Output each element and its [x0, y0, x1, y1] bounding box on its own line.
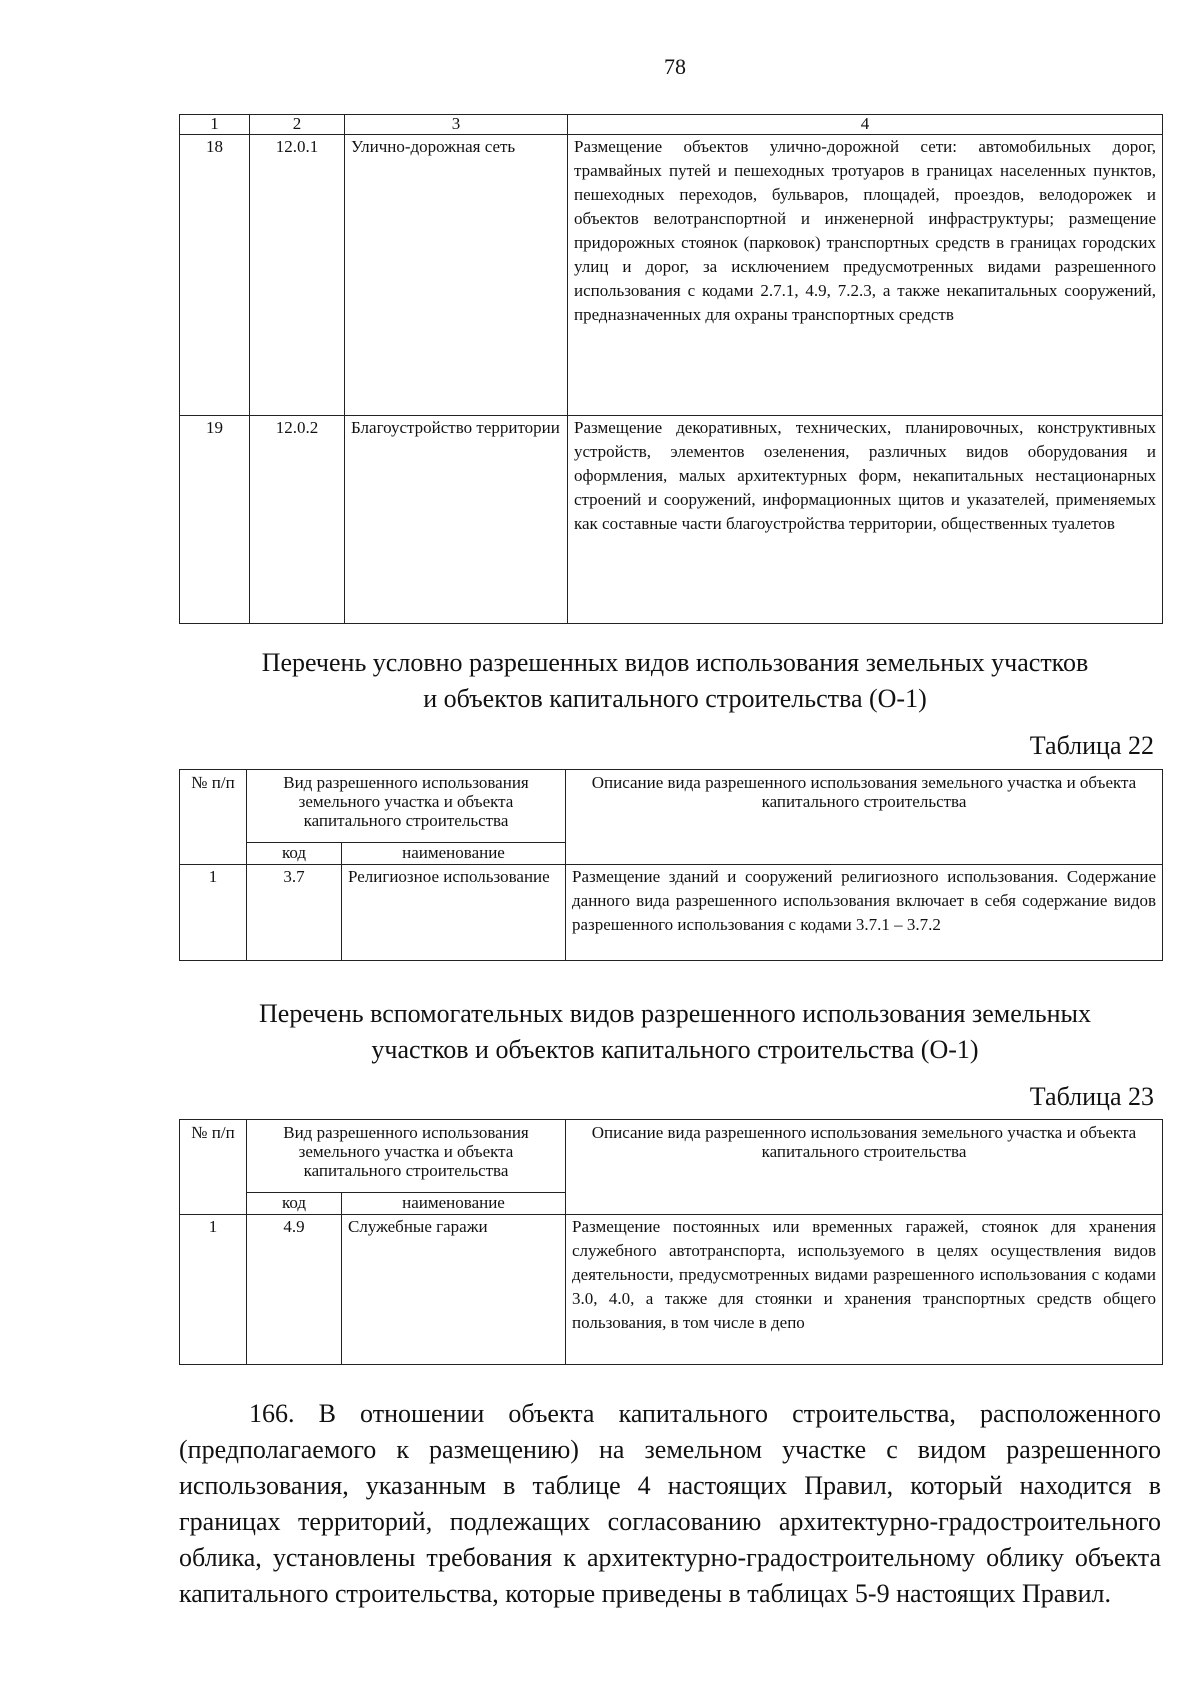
conditional-use-table [179, 769, 1163, 961]
column-number: 1 [180, 115, 250, 135]
col-number-header: № п/п [180, 770, 247, 865]
row-description: Размещение постоянных или временных гаражей, стоянок для хранения служебного автотранспорта, используемого в целях осуществления видов деятельности, предусмотренных видами разрешенного использования с кодами 3.0, 4.0, а также для стоянки и хранения транспортных средств общего пользования, в том числе в депо [566, 1215, 1163, 1365]
row-number: 1 [180, 1215, 247, 1365]
table-header-row [180, 1120, 1163, 1193]
col-name-header: наименование [342, 843, 566, 865]
row-number: 1 [180, 865, 247, 961]
col-number-header: № п/п [180, 1120, 247, 1215]
col-code-header: код [247, 1193, 342, 1215]
row-name: Служебные гаражи [342, 1215, 566, 1365]
paragraph-number: 166. [249, 1399, 295, 1428]
column-number: 3 [345, 115, 568, 135]
table-row [180, 416, 1163, 624]
row-description: Размещение декоративных, технических, планировочных, конструктивных устройств, элементов озеленения, различных видов оборудования и оформления, малых архитектурных форм, некапитальных нестационарных строений и сооружений, информационных щитов и указателей, применяемых как составные части благоустройства территории, общественных туалетов [568, 416, 1163, 624]
land-use-table-continued [179, 114, 1163, 624]
row-name: Религиозное использование [342, 865, 566, 961]
table-row [180, 1215, 1163, 1365]
row-description: Размещение объектов улично-дорожной сети: автомобильных дорог, трамвайных путей и пешеходных тротуаров в границах населенных пунктов, пешеходных переходов, бульваров, площадей, проездов, велодорожек и объектов велотранспортной и инженерной инфраструктуры; размещение придорожных стоянок (парковок) транспортных средств в границах городских улиц и дорог, за исключением предусмотренных видами разрешенного использования с кодами 2.7.1, 4.9, 7.2.3, а также некапитальных сооружений, предназначенных для охраны транспортных средств [568, 135, 1163, 416]
row-code: 12.0.2 [250, 416, 345, 624]
body-paragraph [179, 1396, 1161, 1612]
row-description: Размещение зданий и сооружений религиозного использования. Содержание данного вида разрешенного использования включает в себя содержание видов разрешенного использования с кодами 3.7.1 – 3.7.2 [566, 865, 1163, 961]
col-kind-header: Вид разрешенного использования земельного участка и объекта капитального строительства [247, 770, 566, 843]
row-code: 12.0.1 [250, 135, 345, 416]
table-label: Таблица 23 [1029, 1082, 1154, 1111]
section-title: Перечень вспомогательных видов разрешенного использования земельных [259, 999, 1091, 1028]
row-number: 18 [180, 135, 250, 416]
table-header-row [180, 770, 1163, 843]
col-kind-header: Вид разрешенного использования земельного участка и объекта капитального строительства [247, 1120, 566, 1193]
row-code: 3.7 [247, 865, 342, 961]
column-number: 4 [568, 115, 1163, 135]
page-number: 78 [664, 54, 686, 79]
table-label: Таблица 22 [1029, 731, 1154, 760]
column-number-row [180, 115, 1163, 135]
col-name-header: наименование [342, 1193, 566, 1215]
col-code-header: код [247, 843, 342, 865]
table-row [180, 135, 1163, 416]
section-title: и объектов капитального строительства (О-1) [423, 684, 927, 713]
row-code: 4.9 [247, 1215, 342, 1365]
paragraph-text: В отношении объекта капитального строительства, расположенного (предполагаемого к размещению) на земельном участке с видом разрешенного использования, указанным в таблице 4 настоящих Правил, который находится в границах территорий, подлежащих согласованию архитектурно-градостроительного облика, установлены требования к архитектурно-градостроительному облику объекта капитального строительства, которые приведены в таблицах 5-9 настоящих Правил. [179, 1399, 1161, 1608]
row-name: Улично-дорожная сеть [345, 135, 568, 416]
col-description-header: Описание вида разрешенного использования земельного участка и объекта капитального строительства [566, 770, 1163, 865]
section-title: Перечень условно разрешенных видов использования земельных участков [261, 648, 1089, 677]
row-name: Благоустройство территории [345, 416, 568, 624]
section-title: участков и объектов капитального строительства (О-1) [371, 1035, 979, 1064]
col-description-header: Описание вида разрешенного использования земельного участка и объекта капитального строительства [566, 1120, 1163, 1215]
table-row [180, 865, 1163, 961]
row-number: 19 [180, 416, 250, 624]
auxiliary-use-table [179, 1119, 1163, 1365]
column-number: 2 [250, 115, 345, 135]
